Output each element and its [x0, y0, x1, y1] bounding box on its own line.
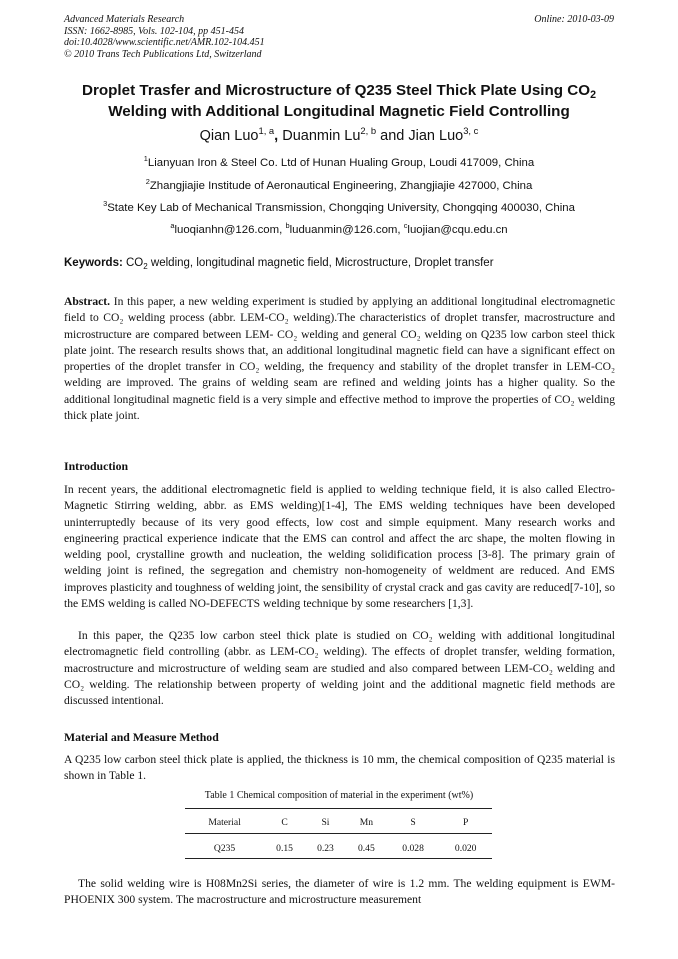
affiliation-1	[0, 154, 678, 169]
author-3-sup: 3, c	[463, 125, 479, 136]
table-cell: 0.028	[387, 834, 440, 859]
author-3: Jian Luo	[408, 128, 464, 144]
table-header-cell: Si	[305, 809, 346, 834]
keywords	[64, 257, 494, 269]
author-2-sup: 2, b	[360, 125, 377, 136]
keywords-co: CO	[122, 257, 144, 269]
issn-line: ISSN: 1662-8985, Vols. 102-104, pp 451-454	[64, 25, 244, 37]
email-a-sup: a	[170, 221, 175, 230]
abstract	[64, 294, 615, 424]
email-a: luoqianhn@126.com,	[174, 224, 286, 236]
abstract-label: Abstract.	[64, 295, 111, 308]
email-line	[0, 221, 678, 236]
composition-table	[185, 808, 492, 859]
introduction-paragraph-1: In recent years, the additional electromagnetic field is applied to welding technique field, it is also called Electro-Magnetic Stirring welding, abbr. as EMS welding)[1-4], The EMS welding techniques have been developed uninterruptedly because of its very good effects, low cost and simple equipment. Many research works and engineering practical experience indicate that the EMS can control and affect the arc shape, the molten flowing in welding pool, crystalline growth and nucleation, the welding solidification process [3-8]. The primary grain of welding joint is refined, the segregation and chemistry non-homogeneity of weldment are reduced. And EMS improves plasticity and toughness of welding joint, the sensibility of crystal crack and gas cavity are reduced[7-10], so the EMS welding is called NO-DEFECTS welding technique by some researchers [1,3].	[64, 483, 615, 611]
table-cell: 0.45	[346, 834, 387, 859]
introduction-heading: Introduction	[64, 459, 129, 473]
journal-header	[64, 14, 265, 60]
affiliation-2-text: Zhangjiajie Institude of Aeronautical Engineering, Zhangjiajie 427000, China	[149, 180, 533, 192]
doi-line: doi:10.4028/www.scientific.net/AMR.102-104.451	[64, 37, 265, 48]
table-cell: 0.020	[439, 834, 492, 859]
table-header-cell: Mn	[346, 809, 387, 834]
author-list	[0, 125, 678, 144]
table-caption: Table 1 Chemical composition of material in the experiment (wt%)	[204, 790, 474, 801]
title-line-1: Droplet Trasfer and Microstructure of Q235 Steel Thick Plate Using CO	[82, 82, 591, 99]
keywords-label: Keywords:	[64, 257, 123, 269]
author-2: Duanmin Lu	[278, 128, 361, 144]
affiliation-3-sup: 3	[103, 199, 108, 208]
copyright-line: © 2010 Trans Tech Publications Ltd, Switzerland	[64, 48, 262, 60]
table-cell: Q235	[185, 834, 264, 859]
table-cell: 0.23	[305, 834, 346, 859]
email-b: luduanmin@126.com,	[289, 224, 404, 236]
affiliation-3	[0, 199, 678, 214]
material-paragraph-1: A Q235 low carbon steel thick plate is applied, the thickness is 10 mm, the chemical composition of Q235 material is shown in Table 1.	[64, 753, 615, 783]
table-cell: 0.15	[264, 834, 305, 859]
affiliation-2-sup: 2	[145, 177, 150, 186]
email-b-sup: b	[285, 221, 290, 230]
material-heading: Material and Measure Method	[64, 730, 219, 744]
table-header-cell: C	[264, 809, 305, 834]
title-line-2: Welding with Additional Longitudinal Magnetic Field Controlling	[108, 103, 570, 120]
author-1-sup: 1, a	[258, 125, 275, 136]
affiliation-1-text: Lianyuan Iron & Steel Co. Ltd of Hunan Hualing Group, Loudi 417009, China	[147, 157, 535, 169]
table-header-cell: S	[387, 809, 440, 834]
author-separator: ,	[274, 128, 279, 144]
journal-name: Advanced Materials Research	[64, 14, 185, 25]
material-paragraph-2: The solid welding wire is H08Mn2Si series, the diameter of wire is 1.2 mm. The welding equipment is EWM-PHOENIX 300 system. The macrostructure and microstructure measurement	[64, 877, 615, 907]
author-and: and	[376, 128, 409, 144]
author-1: Qian Luo	[199, 128, 259, 144]
table-header-cell: Material	[185, 809, 264, 834]
table-header-cell: P	[439, 809, 492, 834]
table-header-row	[185, 809, 492, 834]
title-subscript: 2	[590, 89, 596, 101]
online-date: Online: 2010-03-09	[534, 14, 614, 25]
email-c-sup: c	[403, 221, 408, 230]
introduction-paragraph-2: In this paper, the Q235 low carbon steel thick plate is studied on CO₂ welding with additional longitudinal electromagnetic field controlling (abbr. as LEM-CO₂ welding). The effects of droplet transfer, welding formation, macrostructure and microstructure of welding seam are studied and also compared between LEM-CO₂ welding and CO₂ welding. The relationship between property of welding joint and the additional magnetic field methods are discussed intentional.	[64, 629, 615, 708]
paper-title	[40, 81, 638, 122]
table-row	[185, 834, 492, 859]
keywords-subscript: 2	[143, 262, 148, 271]
abstract-text: In this paper, a new welding experiment is studied by applying an additional longitudinal electromagnetic field to CO₂ welding process (abbr. LEM-CO₂ welding).The characteristics of droplet transfer, macrostructure and microstructure are compared between LEM- CO₂ welding and general CO₂ welding on Q235 low carbon steel thick plate joint. The research results shows that, an additional longitudinal magnetic field can have a significant effect on properties of the droplet transfer in CO₂ welding, the frequency and stability of the droplet transfer in LEM-CO₂ welding are improved. The grains of welding seam are refined and welding joints has a higher quality. So the additional longitudinal magnetic field is a very simple and effective method to improve the properties of CO₂ welding thick plate joint.	[64, 295, 615, 423]
affiliation-1-sup: 1	[143, 154, 148, 163]
keywords-text: welding, longitudinal magnetic field, Microstructure, Droplet transfer	[147, 257, 494, 269]
affiliation-2	[0, 177, 678, 192]
affiliation-3-text: State Key Lab of Mechanical Transmission, Chongqing University, Chongqing 400030, China	[107, 202, 575, 214]
email-c: luojian@cqu.edu.cn	[407, 224, 508, 236]
